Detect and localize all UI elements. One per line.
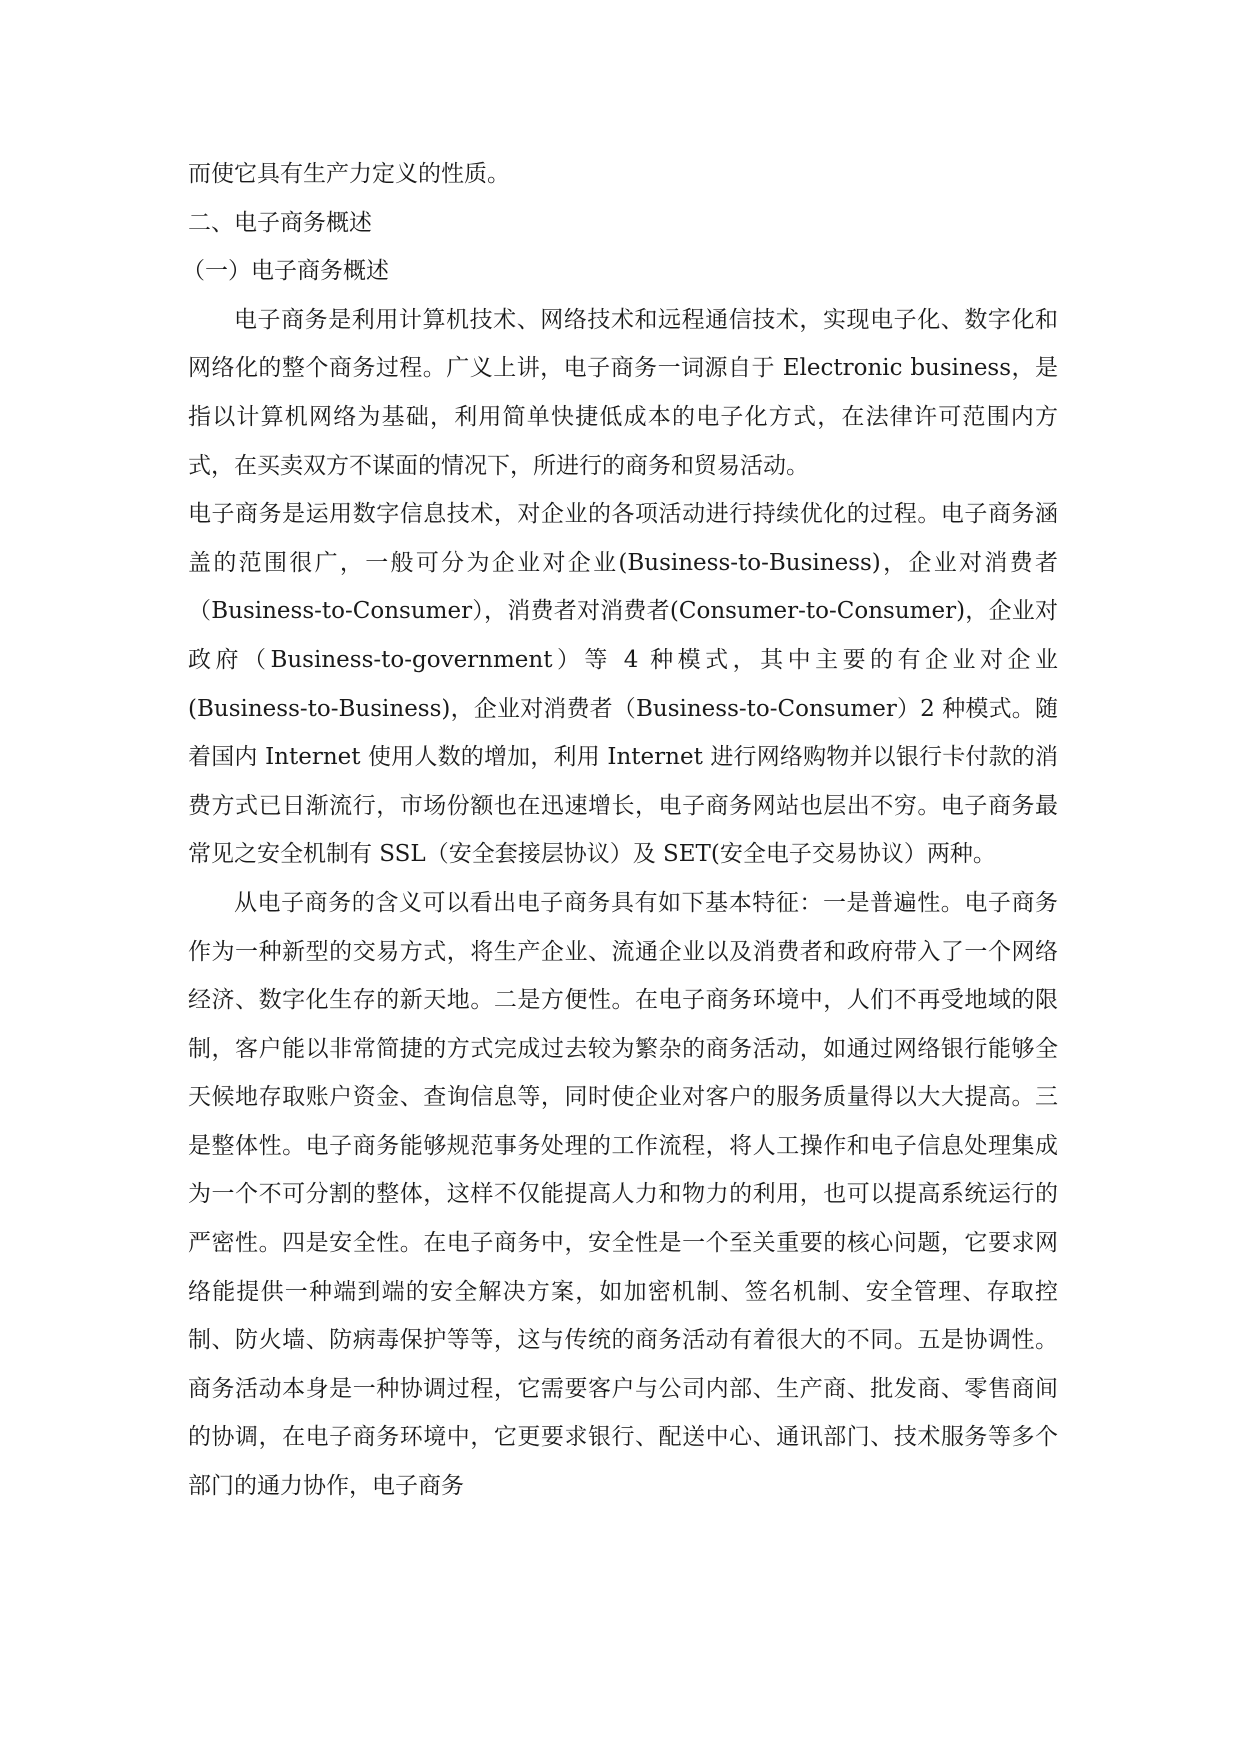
paragraph-definition: 电子商务是利用计算机技术、网络技术和远程通信技术，实现电子化、数字化和网络化的整个商务过程。广义上讲，电子商务一词源自于 Electronic business，是指以计算机网络为基础，利用简单快捷低成本的电子化方式，在法律许可范围内方式，在买卖双方不谋面的情况下，所进行的商务和贸易活动。 (188, 306, 1058, 479)
paragraph-continuation: 而使它具有生产力定义的性质。 (188, 161, 510, 187)
paragraph-features: 从电子商务的含义可以看出电子商务具有如下基本特征：一是普遍性。电子商务作为一种新型的交易方式，将生产企业、流通企业以及消费者和政府带入了一个网络经济、数字化生存的新天地。二是方便性。在电子商务环境中，人们不再受地域的限制，客户能以非常简捷的方式完成过去较为繁杂的商务活动，如通过网络银行能够全天候地存取账户资金、查询信息等，同时使企业对客户的服务质量得以大大提高。三是整体性。电子商务能够规范事务处理的工作流程，将人工操作和电子信息处理集成为一个不可分割的整体，这样不仅能提高人力和物力的利用，也可以提高系统运行的严密性。四是安全性。在电子商务中，安全性是一个至关重要的核心问题，它要求网络能提供一种端到端的安全解决方案，如加密机制、签名机制、安全管理、存取控制、防火墙、防病毒保护等等，这与传统的商务活动有着很大的不同。五是协调性。商务活动本身是一种协调过程，它需要客户与公司内部、生产商、批发商、零售商间的协调，在电子商务环境中，它更要求银行、配送中心、通讯部门、技术服务等多个部门的通力协作，电子商务 (188, 889, 1058, 1500)
section-heading: 二、电子商务概述 (188, 209, 372, 236)
subsection-heading: （一）电子商务概述 (182, 258, 389, 285)
paragraph-models: 电子商务是运用数字信息技术，对企业的各项活动进行持续优化的过程。电子商务涵盖的范围很广，一般可分为企业对企业(Business-to-Business)，企业对消费者（Business-to-Consumer），消费者对消费者(Consumer-to-Consumer)，企业对政府（Business-to-government）等 4 种模式，其中主要的有企业对企业(Business-to-Business)，企业对消费者（Business-to-Consumer）2 种模式。随着国内 Internet 使用人数的增加，利用 Internet 进行网络购物并以银行卡付款的消费方式已日渐流行，市场份额也在迅速增长，电子商务网站也层出不穷。电子商务最常见之安全机制有 SSL（安全套接层协议）及 SET(安全电子交易协议）两种。 (188, 501, 1058, 868)
document-body (182, 150, 1058, 1511)
